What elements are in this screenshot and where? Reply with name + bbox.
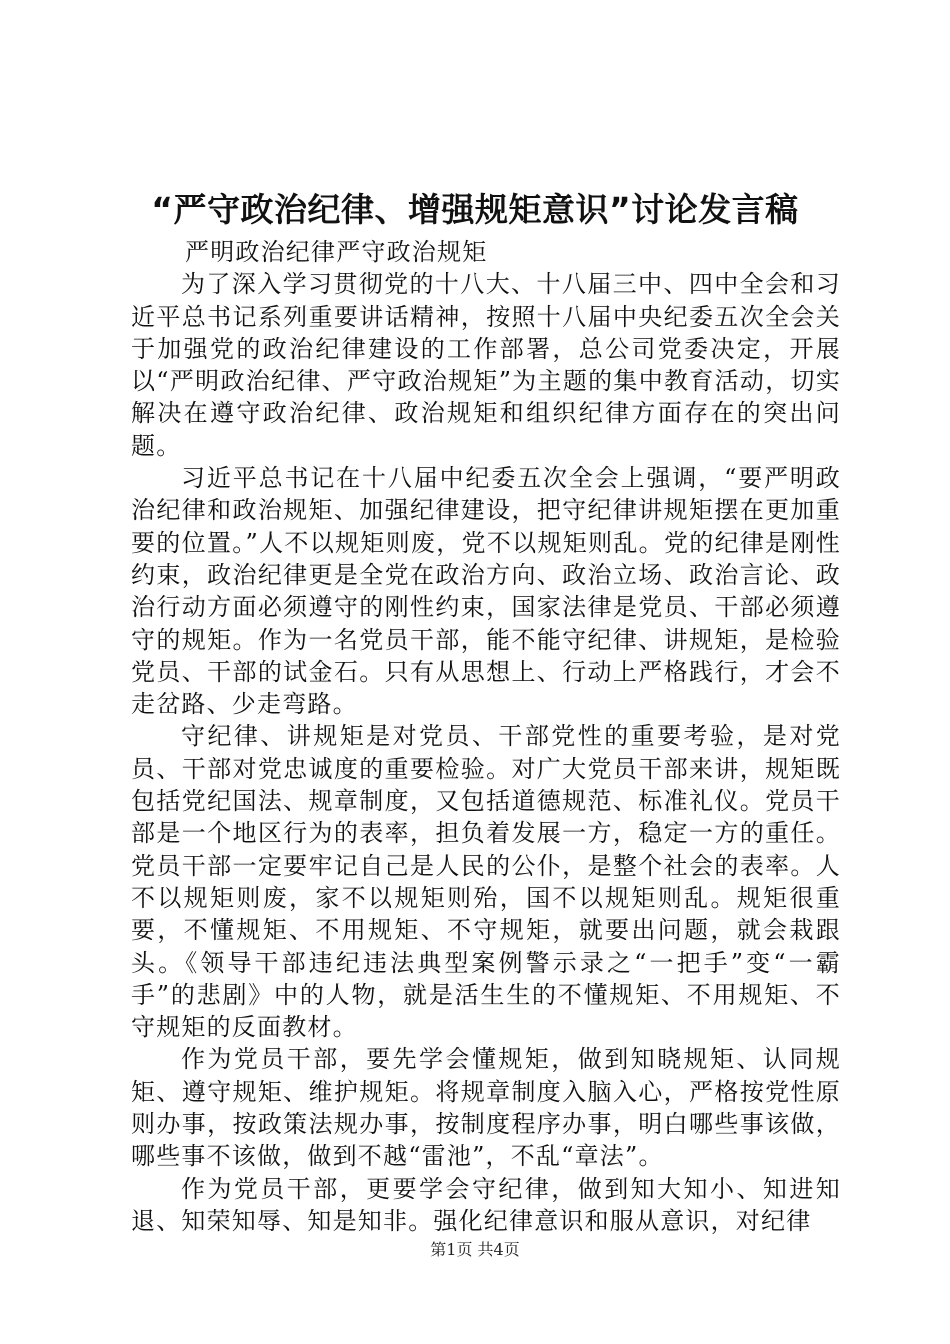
paragraph: 为了深入学习贯彻党的十八大、十八届三中、四中全会和习近平总书记系列重要讲话精神，按照十八届中央纪委五次全会关于加强党的政治纪律建设的工作部署，总公司党委决定，开展以“严明政治纪律、严守政治规矩”为主题的集中教育活动，切实解决在遵守政治纪律、政治规矩和组织纪律方面存在的突出问题。 xyxy=(131,270,841,460)
document-subtitle: 严明政治纪律严守政治规矩 xyxy=(185,238,488,266)
document-title: “严守政治纪律、增强规矩意识”讨论发言稿 xyxy=(151,190,799,229)
paragraph: 作为党员干部，更要学会守纪律，做到知大知小、知进知退、知荣知辱、知是知非。强化纪律意识和服从意识，对纪律 xyxy=(131,1174,841,1235)
paragraph: 习近平总书记在十八届中纪委五次全会上强调，“要严明政治纪律和政治规矩、加强纪律建设，把守纪律讲规矩摆在更加重要的位置。”人不以规矩则废，党不以规矩则乱。党的纪律是刚性约束，政治纪律更是全党在政治方向、政治立场、政治言论、政治行动方面必须遵守的刚性约束，国家法律是党员、干部必须遵守的规矩。作为一名党员干部，能不能守纪律、讲规矩，是检验党员、干部的试金石。只有从思想上、行动上严格践行，才会不走岔路、少走弯路。 xyxy=(131,464,841,719)
paragraph: 作为党员干部，要先学会懂规矩，做到知晓规矩、认同规矩、遵守规矩、维护规矩。将规章制度入脑入心，严格按党性原则办事，按政策法规办事，按制度程序办事，明白哪些事该做，哪些事不该做，做到不越“雷池”，不乱“章法”。 xyxy=(131,1045,841,1171)
page-number: 第1页 共4页 xyxy=(430,1240,520,1259)
paragraph: 守纪律、讲规矩是对党员、干部党性的重要考验，是对党员、干部对党忠诚度的重要检验。对广大党员干部来讲，规矩既包括党纪国法、规章制度，又包括道德规范、标准礼仪。党员干部是一个地区行为的表率，担负着发展一方，稳定一方的重任。党员干部一定要牢记自己是人民的公仆，是整个社会的表率。人不以规矩则废，家不以规矩则殆，国不以规矩则乱。规矩很重要，不懂规矩、不用规矩、不守规矩，就要出问题，就会栽跟头。《领导干部违纪违法典型案例警示录之“一把手”变“一霸手”的悲剧》中的人物，就是活生生的不懂规矩、不用规矩、不守规矩的反面教材。 xyxy=(131,722,841,1042)
document-body xyxy=(131,236,841,1237)
